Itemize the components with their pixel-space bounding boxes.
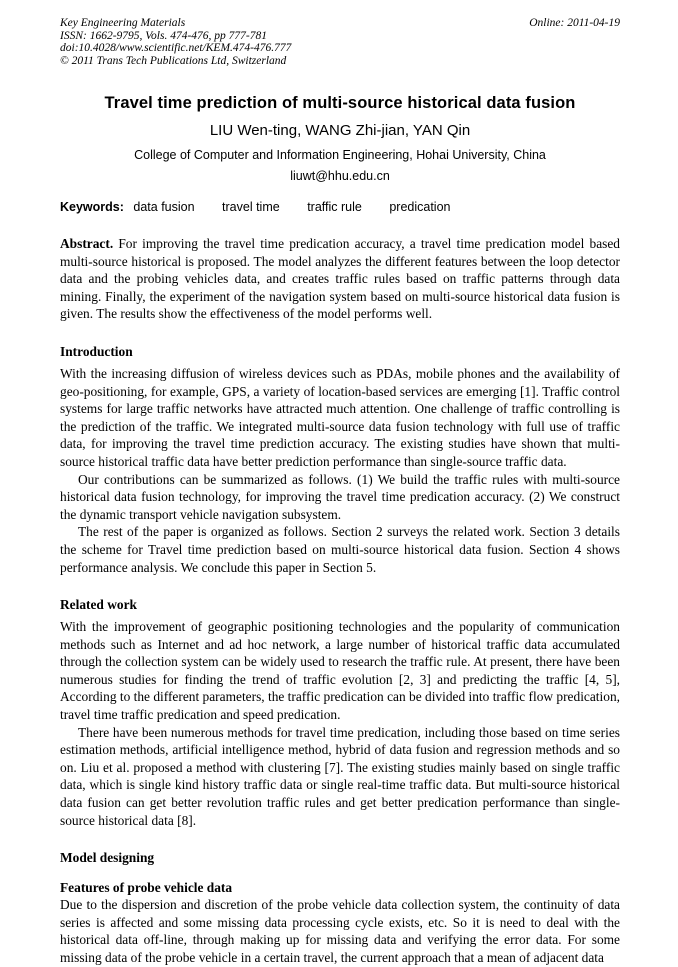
- keywords-line: [60, 200, 620, 214]
- paragraph: With the increasing diffusion of wireless devices such as PDAs, mobile phones and the availability of geo-positioning, for example, GPS, a variety of location-based services are emerging [1]. Traffic control systems for large traffic networks have attracted much attention. One challenge of traffic controlling is the prediction of the traffic. We integrated multi-source data fusion technology with full use of traffic data, for improving the travel time prediction accuracy. The existing studies have shown that multi-source historical traffic data have better prediction performance than single-source traffic data.: [60, 365, 620, 469]
- section-heading-related-work: Related work: [60, 597, 137, 613]
- subsection-heading-probe-vehicle-data: Features of probe vehicle data: [60, 880, 233, 896]
- issn-line: ISSN: 1662-9795, Vols. 474-476, pp 777-781: [60, 29, 267, 42]
- paragraph: Due to the dispersion and discretion of the probe vehicle data collection system, the continuity of data series is affected and some missing data processing cycle exists, etc. So it is need to deal with the historical data off-line, through making up for missing data and verifying the error data. For some missing data of the probe vehicle in a certain travel, the current approach that a mean of adjacent data: [60, 897, 620, 965]
- copyright-line: © 2011 Trans Tech Publications Ltd, Switzerland: [60, 54, 287, 67]
- online-date: Online: 2011-04-19: [529, 17, 620, 29]
- abstract-text: For improving the travel time predication accuracy, a travel time predication model based multi-source historical is proposed. The model analyzes the different features between the loop detector data and the probing vehicles data, and creates traffic rules based on traffic patterns through data mining. Finally, the experiment of the navigation system based on multi-source historical data fusion is given. The results show the effectiveness of the model performs well.: [60, 236, 620, 322]
- journal-header-left: [60, 17, 291, 67]
- doi-line: doi:10.4028/www.scientific.net/KEM.474-476.777: [60, 42, 292, 54]
- section-heading-model-designing: Model designing: [60, 850, 155, 866]
- paper-page: [60, 17, 620, 967]
- keyword-item: travel time: [222, 200, 280, 214]
- email: liuwt@hhu.edu.cn: [290, 169, 390, 183]
- keyword-item: predication: [389, 200, 451, 214]
- section-heading-introduction: Introduction: [60, 343, 133, 359]
- title-block: [60, 94, 620, 183]
- paragraph: With the improvement of geographic positioning technologies and the popularity of communication methods such as Internet and ad hoc network, a large number of historical traffic data accumulated through the collection system can be widely used to research the traffic rule. At present, there have been numerous studies for finding the trend of traffic evolution [2, 3] and predicting the traffic [4, 5], According to the different parameters, the traffic predication can be divided into traffic flow predication, travel time traffic predication and speed predication.: [60, 619, 620, 723]
- paragraph: The rest of the paper is organized as follows. Section 2 surveys the related work. Section 3 details the scheme for Travel time prediction based on multi-source historical data fusion. Section 4 shows performance analysis. We conclude this paper in Section 5.: [60, 524, 620, 575]
- paragraph: There have been numerous methods for travel time predication, including those based on time series estimation methods, artificial intelligence method, hybrid of data fusion and regression methods and so on. Liu et al. proposed a method with clustering [7]. The existing studies mainly based on single traffic data, which is single kind history traffic data or single real-time traffic data. But multi-source historical data fusion can get better revolution traffic rules and get better predication performance than single-source historical data [8].: [60, 724, 620, 828]
- paper-title: Travel time prediction of multi-source historical data fusion: [104, 94, 576, 112]
- keyword-item: data fusion: [133, 200, 195, 214]
- authors: LIU Wen-ting, WANG Zhi-jian, YAN Qin: [209, 122, 471, 139]
- affiliation: College of Computer and Information Engineering, Hohai University, China: [134, 148, 546, 162]
- keyword-item: traffic rule: [307, 200, 362, 214]
- abstract-paragraph: [60, 235, 620, 323]
- journal-header: [60, 17, 620, 67]
- abstract-label: Abstract.: [60, 236, 114, 251]
- keywords-label: Keywords:: [60, 200, 124, 214]
- paragraph: Our contributions can be summarized as follows. (1) We build the traffic rules with multi-source historical data fusion technology, for improving the travel time predication accuracy. (2) We construct the dynamic transport vehicle navigation subsystem.: [60, 471, 620, 522]
- journal-name: Key Engineering Materials: [60, 17, 186, 29]
